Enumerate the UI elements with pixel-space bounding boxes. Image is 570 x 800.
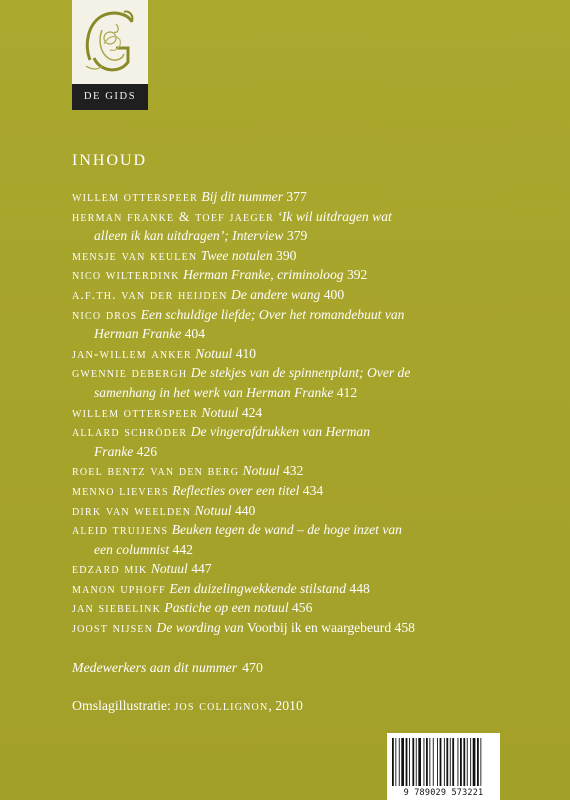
toc-entry (72, 305, 492, 344)
toc-entry-line (72, 267, 367, 282)
barcode-bar (416, 738, 417, 786)
toc-entry-line (72, 561, 212, 576)
toc-title: Notuul (194, 502, 232, 518)
barcode-bar (440, 738, 442, 786)
contributors-page: 470 (242, 660, 263, 675)
toc-entry (72, 618, 492, 638)
cover-credit (72, 698, 303, 714)
toc-page-number: Voorbij ik en waargebeurd (247, 620, 392, 636)
toc-entry-line (72, 324, 492, 344)
toc-page-number: 448 (346, 580, 370, 596)
toc-author: nico dros (72, 306, 138, 322)
toc-author: manon uphoff (72, 580, 166, 596)
toc-title: De stekjes van de spinnenplant; Over de (190, 365, 411, 381)
toc-page-number: 442 (169, 541, 193, 557)
barcode-bar (429, 738, 430, 786)
toc-page-number: 426 (133, 443, 158, 459)
ornamental-g-icon (72, 0, 148, 84)
barcode-digits: 9 789029 573221 (403, 788, 484, 798)
toc-entry-line (72, 463, 303, 478)
cover-credit-artist: jos collignon (174, 698, 269, 713)
toc-author: edzard mik (72, 561, 148, 577)
toc-title: Twee notulen (200, 247, 273, 263)
toc-author: roel bentz van den berg (72, 463, 240, 479)
toc-entry-line (72, 600, 312, 615)
cover-credit-label: Omslagillustratie: (72, 698, 171, 713)
toc-entry-line (72, 522, 402, 537)
toc-entry-line (72, 540, 492, 560)
toc-page-number: 412 (333, 384, 358, 400)
toc-author: joost nijsen (72, 620, 154, 636)
barcode-bar (399, 738, 400, 786)
barcode-bar (424, 738, 425, 786)
barcode-bar (470, 738, 471, 786)
toc-entry-line (72, 307, 404, 322)
barcode-bar (444, 738, 445, 786)
toc-title: De andere wang (231, 286, 321, 302)
toc-entry-line (72, 226, 492, 246)
barcode-bar (409, 738, 410, 786)
toc-entry-line (72, 248, 296, 263)
toc-title: Een duizelingwekkende stilstand (169, 580, 347, 596)
toc-title: De vingerafdrukken van Herman (190, 424, 371, 440)
toc-entry-line (72, 365, 410, 380)
toc-title: Herman Franke (94, 326, 182, 342)
toc-page-number: 410 (232, 345, 257, 361)
toc-entry-line (72, 346, 256, 361)
contents-heading: INHOUD (72, 152, 148, 169)
toc-author: menno lievers (72, 482, 169, 498)
barcode-bar (463, 738, 465, 786)
barcode-bar (473, 738, 476, 786)
toc-title: Bij dit nummer (201, 189, 283, 204)
toc-author: gwennie debergh (72, 365, 188, 381)
toc-title: een columnist (94, 541, 170, 557)
toc-page-number: 432 (279, 463, 304, 479)
contributors-line (72, 660, 263, 676)
toc-title: De wording van (156, 620, 248, 636)
toc-page-number: 424 (238, 404, 263, 420)
toc-entry-line (72, 503, 255, 518)
toc-title: Pastiche op een notuul (164, 600, 289, 616)
toc-entry-line (72, 424, 370, 439)
toc-entry-line (72, 209, 392, 224)
toc-entry (72, 501, 492, 521)
toc-title: Een schuldige liefde; Over het romandebuut van (140, 306, 405, 322)
toc-entry (72, 461, 492, 481)
toc-page-number: 400 (320, 286, 345, 302)
toc-entry-line (72, 483, 323, 498)
toc-page-number: 456 (288, 600, 313, 616)
toc-author: a.f.th. van der heijden (72, 286, 228, 302)
toc-entry (72, 246, 492, 266)
toc-entry (72, 403, 492, 423)
toc-title: Reflecties over een titel (172, 482, 300, 498)
barcode-bar (452, 738, 454, 786)
toc-entry (72, 265, 492, 285)
toc-entry-line (72, 383, 492, 403)
barcode-bar (458, 738, 459, 786)
toc-title: Herman Franke, criminoloog (183, 267, 344, 283)
table-of-contents (72, 187, 492, 638)
toc-entry (72, 187, 492, 207)
toc-title: alleen ik kan uitdragen’; Interview (94, 228, 284, 244)
toc-title: ‘Ik wil uitdragen wat (277, 208, 392, 224)
barcode-bar (467, 738, 468, 786)
toc-entry (72, 520, 492, 559)
barcode-bar (437, 738, 438, 786)
toc-author: allard schröder (72, 424, 188, 440)
toc-author: jan-willem anker (72, 345, 192, 361)
barcode-bar (460, 738, 462, 786)
toc-entry (72, 363, 492, 402)
barcode-bar (392, 738, 394, 786)
toc-page-number: 377 (282, 189, 307, 204)
toc-entry-line (72, 287, 344, 302)
toc-page-number: 404 (181, 326, 206, 342)
toc-entry (72, 285, 492, 305)
toc-entry-line (72, 405, 262, 420)
toc-page-number: 440 (231, 502, 256, 518)
toc-title: Notuul (242, 463, 280, 479)
toc-author: willem otterspeer (72, 404, 199, 420)
de-gids-logo (72, 0, 148, 110)
toc-title: Notuul (150, 561, 188, 577)
toc-author: nico wilterdink (72, 267, 180, 283)
toc-page-number: 390 (272, 247, 297, 263)
toc-title: samenhang in het werk van Herman Franke (94, 384, 334, 400)
toc-page-number: 458 (391, 620, 415, 636)
toc-entry (72, 579, 492, 599)
barcode-bar (477, 738, 479, 786)
toc-author: jan siebelink (72, 600, 161, 616)
toc-entry-line (72, 442, 492, 462)
toc-page-number: 434 (299, 482, 324, 498)
toc-entry-line (72, 581, 370, 596)
barcode-bar (412, 738, 414, 786)
barcode-bar (446, 738, 448, 786)
toc-author: herman franke & toef jaeger (72, 208, 274, 224)
toc-title: Notuul (201, 404, 239, 420)
toc-entry (72, 481, 492, 501)
toc-page-number: 379 (283, 228, 308, 244)
logo-wordmark: DE GIDS (72, 84, 148, 110)
toc-author: dirk van weelden (72, 502, 192, 518)
toc-entry-line (72, 620, 415, 635)
toc-title: Beuken tegen de wand – de hoge inzet van (171, 522, 402, 538)
toc-entry (72, 207, 492, 246)
toc-author: aleid truijens (72, 522, 169, 538)
toc-entry (72, 598, 492, 618)
cover-credit-year: , 2010 (268, 698, 303, 713)
barcode-bar (480, 738, 481, 786)
toc-author: mensje van keulen (72, 247, 198, 263)
toc-title: Notuul (195, 345, 233, 361)
toc-entry (72, 344, 492, 364)
toc-page-number: 447 (187, 561, 212, 577)
barcode-bar (401, 738, 404, 786)
barcode-bar (426, 738, 428, 786)
barcode-bar (433, 738, 434, 786)
contributors-label: Medewerkers aan dit nummer (72, 660, 238, 675)
toc-entry-line (72, 189, 307, 204)
toc-entry (72, 422, 492, 461)
toc-title: Franke (94, 443, 134, 459)
barcode-bar (395, 738, 396, 786)
barcode-bar (406, 738, 408, 786)
toc-author: willem otterspeer (72, 189, 199, 204)
toc-page-number: 392 (343, 267, 368, 283)
barcode-bar (418, 738, 421, 786)
isbn-barcode (387, 733, 500, 800)
barcode-bar (450, 738, 451, 786)
toc-entry (72, 559, 492, 579)
